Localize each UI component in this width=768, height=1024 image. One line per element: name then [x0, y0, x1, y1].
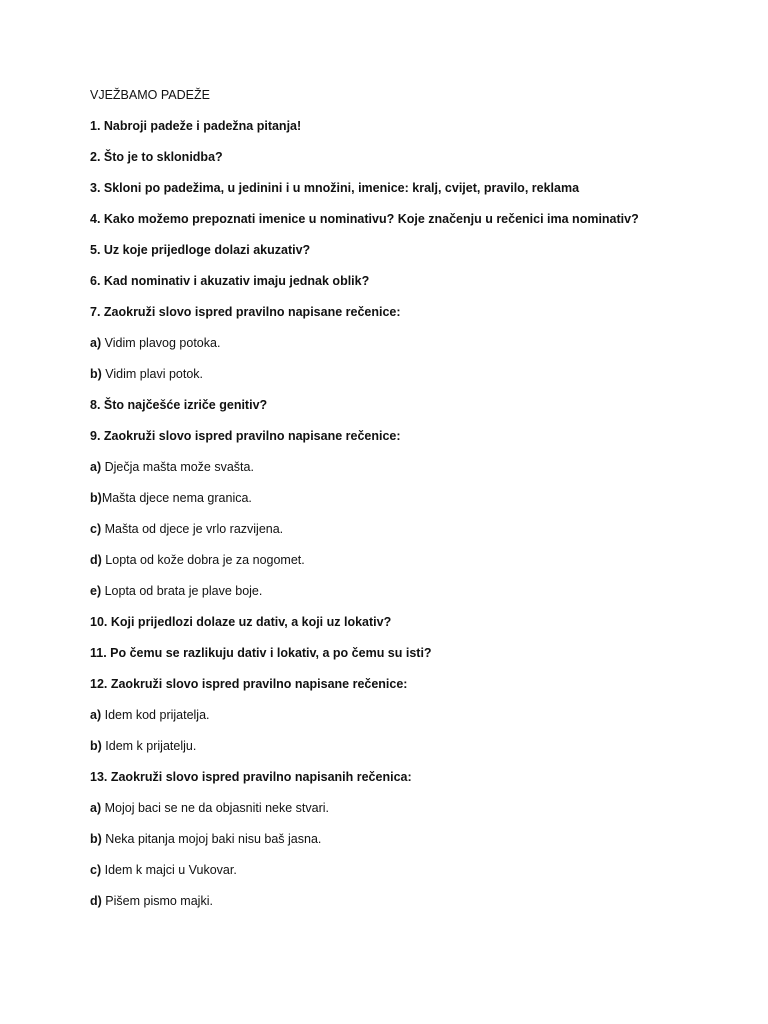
question-line: 8. Što najčešće izriče genitiv?: [90, 398, 268, 412]
question-line: 7. Zaokruži slovo ispred pravilno napisane rečenice:: [90, 305, 401, 319]
option-text: Idem k prijatelju.: [101, 739, 197, 753]
option-text: Idem kod prijatelja.: [101, 708, 210, 722]
answer-option: [90, 363, 750, 394]
option-marker: a): [90, 708, 102, 722]
option-text: Lopta od brata je plave boje.: [101, 584, 263, 598]
answer-option: [90, 704, 750, 735]
option-marker: b): [90, 739, 102, 753]
question-line: 3. Skloni po padežima, u jedinini i u množini, imenice: kralj, cvijet, pravilo, reklama: [90, 181, 580, 195]
answer-option: [90, 332, 750, 363]
answer-option: [90, 580, 750, 611]
option-marker: d): [90, 894, 102, 908]
question-line: 13. Zaokruži slovo ispred pravilno napisanih rečenica:: [90, 770, 412, 784]
option-text: Pišem pismo majki.: [101, 894, 213, 908]
question-line: 6. Kad nominativ i akuzativ imaju jednak oblik?: [90, 274, 370, 288]
option-text: Dječja mašta može svašta.: [101, 460, 254, 474]
question-line: 12. Zaokruži slovo ispred pravilno napisane rečenice:: [90, 677, 408, 691]
answer-option: [90, 735, 750, 766]
answer-option: [90, 518, 750, 549]
option-text: Idem k majci u Vukovar.: [101, 863, 237, 877]
option-text: Lopta od kože dobra je za nogomet.: [101, 553, 305, 567]
question-line: 10. Koji prijedlozi dolaze uz dativ, a koji uz lokativ?: [90, 615, 392, 629]
question-line: 9. Zaokruži slovo ispred pravilno napisane rečenice:: [90, 429, 401, 443]
answer-option: [90, 456, 750, 487]
answer-option: [90, 549, 750, 580]
option-marker: b): [90, 367, 102, 381]
option-marker: a): [90, 336, 102, 350]
question-line: 1. Nabroji padeže i padežna pitanja!: [90, 119, 302, 133]
answer-option: [90, 890, 750, 921]
option-marker: b): [90, 832, 102, 846]
option-text: Vidim plavi potok.: [101, 367, 204, 381]
document-body: [90, 115, 750, 921]
option-marker: b): [90, 491, 102, 505]
question-line: 2. Što je to sklonidba?: [90, 150, 223, 164]
option-text: Neka pitanja mojoj baki nisu baš jasna.: [101, 832, 322, 846]
answer-option: [90, 797, 750, 828]
answer-option: [90, 828, 750, 859]
answer-option: [90, 859, 750, 890]
option-marker: c): [90, 863, 102, 877]
document-page: [90, 84, 750, 921]
option-marker: a): [90, 801, 102, 815]
option-text: Mašta djece nema granica.: [101, 491, 252, 505]
answer-option: [90, 487, 750, 518]
question-line: 11. Po čemu se razlikuju dativ i lokativ, a po čemu su isti?: [90, 646, 432, 660]
question-line: 4. Kako možemo prepoznati imenice u nominativu? Koje značenju u rečenici ima nominativ?: [90, 212, 639, 226]
option-marker: c): [90, 522, 102, 536]
option-marker: e): [90, 584, 102, 598]
option-text: Vidim plavog potoka.: [101, 336, 221, 350]
option-marker: d): [90, 553, 102, 567]
option-text: Mojoj baci se ne da objasniti neke stvari.: [101, 801, 330, 815]
question-line: 5. Uz koje prijedloge dolazi akuzativ?: [90, 243, 311, 257]
option-marker: a): [90, 460, 102, 474]
document-title: VJEŽBAMO PADEŽE: [90, 88, 210, 102]
option-text: Mašta od djece je vrlo razvijena.: [101, 522, 284, 536]
